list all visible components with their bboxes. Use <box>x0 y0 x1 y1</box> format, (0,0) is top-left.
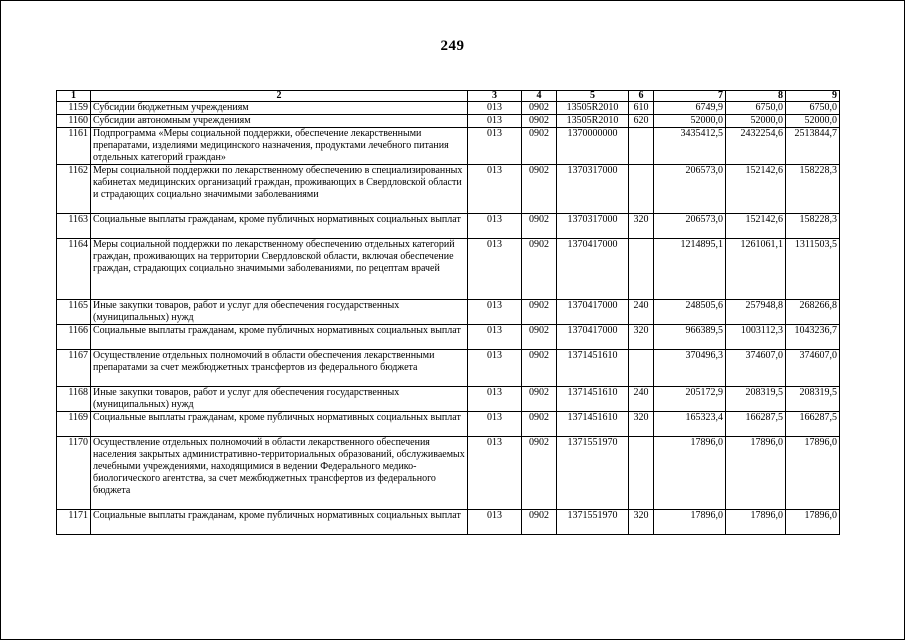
row-target-code: 1371551970 <box>557 437 629 510</box>
row-target-code: 1370417000 <box>557 325 629 350</box>
row-amount-col9: 166287,5 <box>786 412 840 437</box>
row-number: 1170 <box>57 437 91 510</box>
row-expense-type <box>629 239 654 300</box>
row-amount-col8: 17896,0 <box>726 510 786 535</box>
table-row <box>57 387 840 412</box>
row-number: 1169 <box>57 412 91 437</box>
row-section-code: 0902 <box>522 300 557 325</box>
table-row <box>57 437 840 510</box>
row-expense-type <box>629 128 654 165</box>
row-name: Социальные выплаты гражданам, кроме публичных нормативных социальных выплат <box>91 214 468 239</box>
row-amount-col8: 208319,5 <box>726 387 786 412</box>
row-number: 1161 <box>57 128 91 165</box>
row-admin-code: 013 <box>468 102 522 115</box>
row-number: 1171 <box>57 510 91 535</box>
row-admin-code: 013 <box>468 115 522 128</box>
row-amount-col7: 205172,9 <box>654 387 726 412</box>
row-admin-code: 013 <box>468 387 522 412</box>
row-amount-col8: 152142,6 <box>726 214 786 239</box>
row-amount-col8: 257948,8 <box>726 300 786 325</box>
row-name: Меры социальной поддержки по лекарственному обеспечению отдельных категорий граждан, проживающих на территории Свердловской области, включая обеспечение граждан, страдающих социально значимыми заболеваниями, по рецептам врачей <box>91 239 468 300</box>
row-name: Иные закупки товаров, работ и услуг для обеспечения государственных (муниципальных) нужд <box>91 300 468 325</box>
row-amount-col9: 1311503,5 <box>786 239 840 300</box>
row-amount-col7: 1214895,1 <box>654 239 726 300</box>
row-expense-type: 320 <box>629 325 654 350</box>
row-section-code: 0902 <box>522 214 557 239</box>
table-row <box>57 300 840 325</box>
row-amount-col7: 3435412,5 <box>654 128 726 165</box>
row-section-code: 0902 <box>522 437 557 510</box>
row-amount-col7: 370496,3 <box>654 350 726 387</box>
row-admin-code: 013 <box>468 128 522 165</box>
row-target-code: 1370000000 <box>557 128 629 165</box>
row-amount-col7: 17896,0 <box>654 510 726 535</box>
col-header: 4 <box>522 91 557 102</box>
row-name: Подпрограмма «Меры социальной поддержки, обеспечение лекарственными препаратами, изделиями медицинского назначения, продуктами лечебного питания отдельных категорий граждан» <box>91 128 468 165</box>
row-section-code: 0902 <box>522 325 557 350</box>
row-section-code: 0902 <box>522 510 557 535</box>
row-section-code: 0902 <box>522 387 557 412</box>
row-amount-col8: 152142,6 <box>726 165 786 214</box>
row-name: Социальные выплаты гражданам, кроме публичных нормативных социальных выплат <box>91 510 468 535</box>
row-number: 1164 <box>57 239 91 300</box>
row-amount-col8: 374607,0 <box>726 350 786 387</box>
row-number: 1165 <box>57 300 91 325</box>
col-header: 3 <box>468 91 522 102</box>
row-admin-code: 013 <box>468 510 522 535</box>
row-admin-code: 013 <box>468 350 522 387</box>
header-row <box>57 91 840 102</box>
table-row <box>57 239 840 300</box>
row-target-code: 1370417000 <box>557 300 629 325</box>
table-row <box>57 128 840 165</box>
row-amount-col9: 374607,0 <box>786 350 840 387</box>
row-amount-col9: 158228,3 <box>786 214 840 239</box>
row-expense-type: 320 <box>629 214 654 239</box>
row-amount-col8: 52000,0 <box>726 115 786 128</box>
row-target-code: 1370317000 <box>557 165 629 214</box>
table-row <box>57 214 840 239</box>
row-amount-col7: 248505,6 <box>654 300 726 325</box>
row-amount-col8: 6750,0 <box>726 102 786 115</box>
col-header: 7 <box>654 91 726 102</box>
col-header: 8 <box>726 91 786 102</box>
row-amount-col9: 52000,0 <box>786 115 840 128</box>
row-admin-code: 013 <box>468 165 522 214</box>
row-section-code: 0902 <box>522 165 557 214</box>
col-header: 6 <box>629 91 654 102</box>
table-row <box>57 115 840 128</box>
row-amount-col9: 1043236,7 <box>786 325 840 350</box>
row-section-code: 0902 <box>522 115 557 128</box>
row-section-code: 0902 <box>522 412 557 437</box>
row-admin-code: 013 <box>468 300 522 325</box>
row-amount-col9: 158228,3 <box>786 165 840 214</box>
row-amount-col9: 268266,8 <box>786 300 840 325</box>
row-number: 1162 <box>57 165 91 214</box>
row-amount-col9: 17896,0 <box>786 437 840 510</box>
row-number: 1159 <box>57 102 91 115</box>
col-header: 5 <box>557 91 629 102</box>
row-amount-col9: 6750,0 <box>786 102 840 115</box>
table-row <box>57 102 840 115</box>
col-header: 2 <box>91 91 468 102</box>
row-amount-col7: 966389,5 <box>654 325 726 350</box>
row-amount-col7: 165323,4 <box>654 412 726 437</box>
row-target-code: 13505R2010 <box>557 115 629 128</box>
table-row <box>57 510 840 535</box>
page-number: 249 <box>440 38 465 54</box>
col-header: 1 <box>57 91 91 102</box>
row-admin-code: 013 <box>468 239 522 300</box>
row-target-code: 1371451610 <box>557 350 629 387</box>
row-number: 1160 <box>57 115 91 128</box>
row-admin-code: 013 <box>468 325 522 350</box>
row-number: 1168 <box>57 387 91 412</box>
table-row <box>57 350 840 387</box>
row-amount-col9: 208319,5 <box>786 387 840 412</box>
row-name: Субсидии автономным учреждениям <box>91 115 468 128</box>
row-expense-type: 620 <box>629 115 654 128</box>
row-number: 1167 <box>57 350 91 387</box>
row-amount-col7: 206573,0 <box>654 214 726 239</box>
row-amount-col8: 166287,5 <box>726 412 786 437</box>
row-target-code: 1371451610 <box>557 387 629 412</box>
row-expense-type <box>629 350 654 387</box>
row-section-code: 0902 <box>522 128 557 165</box>
table-body <box>57 102 840 535</box>
row-section-code: 0902 <box>522 102 557 115</box>
row-number: 1166 <box>57 325 91 350</box>
table-row <box>57 165 840 214</box>
row-name: Субсидии бюджетным учреждениям <box>91 102 468 115</box>
row-target-code: 1370417000 <box>557 239 629 300</box>
row-name: Осуществление отдельных полномочий в области лекарственного обеспечения населения закрытых административно-территориальных образований, обслуживаемых лечебными учреждениями, находящимися в ведении Федерального медико-биологического агентства, за счет межбюджетных трансфертов из федерального бюджета <box>91 437 468 510</box>
row-expense-type <box>629 437 654 510</box>
row-expense-type: 320 <box>629 412 654 437</box>
row-name: Иные закупки товаров, работ и услуг для обеспечения государственных (муниципальных) нужд <box>91 387 468 412</box>
col-header: 9 <box>786 91 840 102</box>
row-admin-code: 013 <box>468 214 522 239</box>
row-admin-code: 013 <box>468 412 522 437</box>
row-amount-col7: 206573,0 <box>654 165 726 214</box>
table-row <box>57 412 840 437</box>
row-amount-col8: 17896,0 <box>726 437 786 510</box>
row-expense-type: 240 <box>629 300 654 325</box>
row-section-code: 0902 <box>522 239 557 300</box>
row-name: Осуществление отдельных полномочий в области обеспечения лекарственными препаратами за счет межбюджетных трансфертов из федерального бюджета <box>91 350 468 387</box>
row-target-code: 1371451610 <box>557 412 629 437</box>
table-row <box>57 325 840 350</box>
budget-table <box>56 90 840 535</box>
row-section-code: 0902 <box>522 350 557 387</box>
row-amount-col8: 1003112,3 <box>726 325 786 350</box>
row-amount-col7: 52000,0 <box>654 115 726 128</box>
row-amount-col7: 17896,0 <box>654 437 726 510</box>
row-target-code: 13505R2010 <box>557 102 629 115</box>
row-expense-type <box>629 165 654 214</box>
row-amount-col8: 2432254,6 <box>726 128 786 165</box>
row-name: Меры социальной поддержки по лекарственному обеспечению в специализированных кабинетах медицинских организаций граждан, проживающих в Свердловской области и страдающих социально значимыми заболеваниями <box>91 165 468 214</box>
row-admin-code: 013 <box>468 437 522 510</box>
row-expense-type: 240 <box>629 387 654 412</box>
row-name: Социальные выплаты гражданам, кроме публичных нормативных социальных выплат <box>91 412 468 437</box>
row-expense-type: 610 <box>629 102 654 115</box>
row-name: Социальные выплаты гражданам, кроме публичных нормативных социальных выплат <box>91 325 468 350</box>
row-amount-col9: 2513844,7 <box>786 128 840 165</box>
row-amount-col8: 1261061,1 <box>726 239 786 300</box>
row-target-code: 1370317000 <box>557 214 629 239</box>
row-amount-col7: 6749,9 <box>654 102 726 115</box>
row-number: 1163 <box>57 214 91 239</box>
row-amount-col9: 17896,0 <box>786 510 840 535</box>
row-target-code: 1371551970 <box>557 510 629 535</box>
row-expense-type: 320 <box>629 510 654 535</box>
